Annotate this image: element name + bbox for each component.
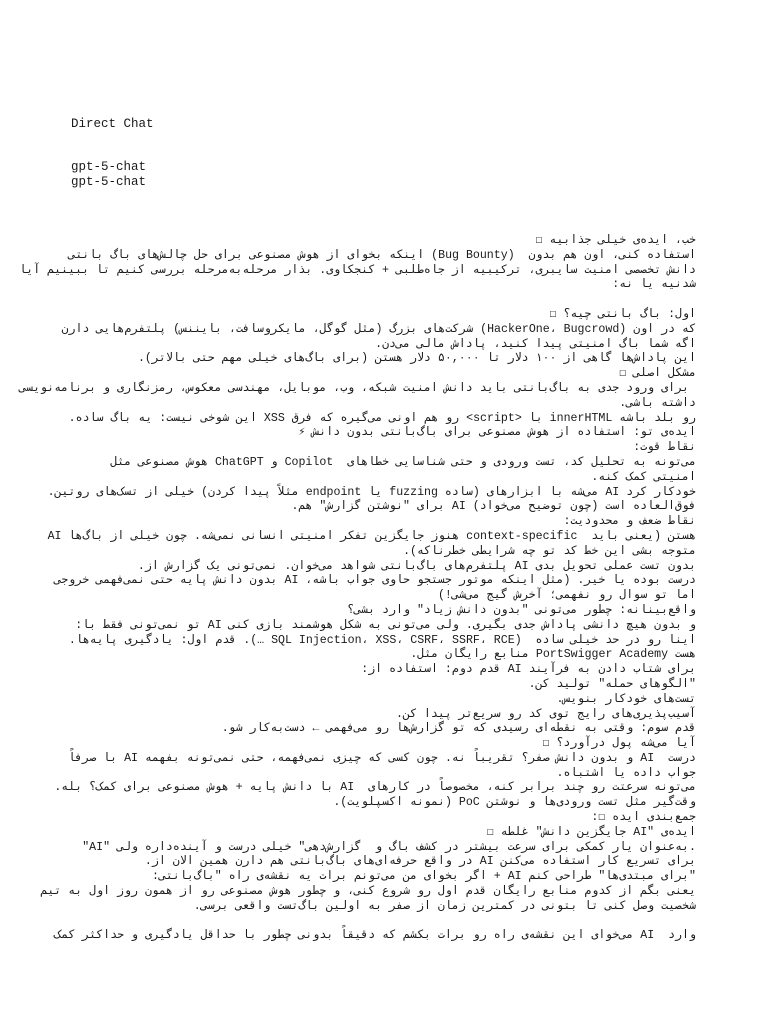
text-line: اگه شما باگ امنیتی پیدا کنید، پاداش مالی می‌دن. — [375, 337, 696, 351]
text-line: اول: باگ بانتی چیه؟ ☐ — [549, 307, 696, 321]
text-line: که در اون (HackerOne، Bugcrowd) شرکت‌های بزرگ (مثل گوگل، مایکروسافت، بایننس) پلتفرم‌هایی دارن — [61, 322, 696, 336]
text-line: آسیب‌پذیری‌های رایج توی کد رو سریع‌تر پیدا کن. — [396, 707, 696, 721]
text-line: شدنیه یا نه: — [612, 278, 696, 292]
text-line: "الگوهای حمله" تولید کن. — [528, 677, 696, 691]
text-line: و بدون هیچ دانشی پاداش جدی بگیری. ولی می‌تونی به شکل هوشمند بازی کنی AI تو نمی‌تونی فقط با: — [75, 618, 696, 632]
text-line: فوق‌العاده است (چون توضیح می‌خواد) AI برای "نوشتن گزارش" هم. — [291, 500, 696, 514]
text-line: "AI" به‌عنوان یار کمکی برای سرعت بیشتر در کشف باگ و گزارش‌دهی" خیلی درست و آینده‌داره ولی. — [82, 840, 696, 854]
text-line: ایده‌ی "AI جایگزین دانش" غلطه ☐ — [486, 825, 696, 839]
text-line: می‌تونه سرعتت رو چند برابر کنه، مخصوصاً در کارهای AI با دانش پایه + هوش مصنوعی برای کمک؟ بله. — [54, 781, 696, 795]
text-line: برای ورود جدی به باگ‌بانتی باید دانش امنیت شبکه، وب، موبایل، مهندسی معکوس، رمزنگاری و برنامه‌نویسی — [19, 381, 696, 395]
text-line: هست PortSwigger Academy منابع رایگان مثل. — [410, 648, 696, 662]
model-name-line-2: gpt-5-chat — [71, 175, 147, 189]
text-line: واقع‌بینانه: چطور می‌تونی "بدون دانش زیاد" وارد بشی؟ — [347, 603, 696, 617]
text-line: برای تسریع کار استفاده می‌کنن AI در واقع حرفه‌ای‌های باگ‌بانتی هم دارن همین الان از. — [144, 855, 696, 869]
text-line: اما تو سوال رو نفهمی؛ آخرش گیج می‌شی!) — [437, 589, 696, 603]
text-line: برای شتاب دادن به فرآیند AI قدم دوم: استفاده از: — [361, 663, 696, 677]
chat-title: Direct Chat — [71, 117, 154, 131]
text-line: وقت‌گیر مثل تست ورودی‌ها و نوشتن PoC (نمونه اکسپلویت). — [333, 796, 696, 810]
text-line: نقاط قوت: — [633, 441, 696, 455]
text-line: می‌تونه به تحلیل کد، تست ورودی و حتی شناسایی خطاهای Copilot و ChatGPT هوش مصنوعی مثل — [110, 455, 696, 469]
text-line: درست AI و بدون دانش صفر؟ تقریباً نه. چون کسی که چیزی نمی‌فهمه، حتی نمی‌تونه بفهمه AI با صرفاً — [68, 751, 696, 765]
text-line: بدون تست عملی تحویل بدی AI پلتفرم‌های باگ‌بانتی شواهد می‌خوان. نمی‌تونی یک گزارش از. — [137, 559, 696, 573]
text-line: نقاط ضعف و محدودیت: — [563, 515, 696, 529]
text-line: "برای مبتدی‌ها" طراحی کنم AI + اگر بخوای من می‌تونم برات یه نقشه‌ی راه "باگ‌بانتی: — [151, 870, 696, 884]
text-line: جمع‌بندی ایده ☐: — [591, 811, 696, 825]
text-line: داشته باشی. — [619, 396, 696, 410]
text-line: درست بوده یا خیر. (مثل اینکه موتور جستجو حاوی جواب باشه، AI بدون دانش پایه حتی نمی‌فهمی خروجی — [54, 574, 696, 588]
text-line: دانش تخصصی امنیت سایبری، ترکیبیه از جاه‌طلبی + کنجکاوی. بذار مرحله‌به‌مرحله بررسی کنیم تا ببینیم آیا — [19, 263, 696, 277]
text-line: ایده‌ی تو: استفاده از هوش مصنوعی برای باگ‌بانتی بدون دانش ⚡ — [298, 426, 696, 440]
text-line: مشکل اصلی ☐ — [619, 367, 696, 381]
text-line — [66, 915, 696, 930]
text-line: یعنی بگم از کدوم منابع رایگان قدم اول رو شروع کنی، و چطور هوش مصنوعی رو از همون روز اول به تیم — [40, 885, 696, 899]
text-line: قدم سوم: وقتی به نقطه‌ای رسیدی که تو گزارش‌ها رو می‌فهمی ← دست‌به‌کار شو. — [221, 722, 696, 736]
text-line: اینا رو در حد خیلی ساده (SQL Injection، XSS، CSRF، SSRF، RCE …). قدم اول: یادگیری پایه‌ها. — [68, 633, 696, 647]
text-line: این پاداش‌ها گاهی از ۱۰۰ دلار تا ۵۰,۰۰۰ دلار هستن (برای باگ‌های خیلی مهم حتی بالاتر). — [137, 352, 696, 366]
text-line: متوجه بشی این خط کد تو چه شرایطی خطرناکه). — [403, 544, 696, 558]
model-name-line-1: gpt-5-chat — [71, 160, 147, 174]
text-line: شخصیت وصل کنی تا بتونی در کمترین زمان از صفر به اولین باگ‌تست واقعی برسی. — [193, 899, 696, 913]
text-line: امنیتی کمک کنه. — [591, 470, 696, 484]
text-line: خودکار کرد AI می‌شه با ابزارهای (ساده fuzzing یا endpoint مثلاً پیدا کردن) خیلی از تسک‌های روتین. — [47, 485, 696, 499]
text-line: وارد AI می‌خوای این نقشه‌ی راه رو برات بکشم که دقیقاً بدونی چطور با حداقل یادگیری و حداکثر کمک — [54, 929, 696, 943]
text-line: هستن (یعنی باید context-specific هنوز جایگزین تفکر امنیتی انسانی نمی‌شه. چون خیلی از باگ‌ها AI — [47, 529, 696, 543]
text-line: رو بلد باشه innerHTML با <script> رو هم اونی می‌گیره که فرق XSS این شوخی نیست: یه باگ ساده. — [68, 411, 696, 425]
text-line: استفاده کنی، اون هم بدون (Bug Bounty) اینکه بخوای از هوش مصنوعی برای حل چالش‌های باگ بانتی — [68, 248, 696, 262]
text-line: آیا می‌شه پول درآورد؟ ☐ — [542, 737, 696, 751]
text-line: خب، ایده‌ی خیلی جذابیه ☐ — [535, 234, 696, 247]
text-line — [66, 293, 696, 308]
assistant-message-body — [19, 234, 696, 944]
text-line: جواب داده یا اشتباه. — [556, 766, 696, 780]
text-line: تست‌های خودکار بنویس. — [556, 692, 696, 706]
